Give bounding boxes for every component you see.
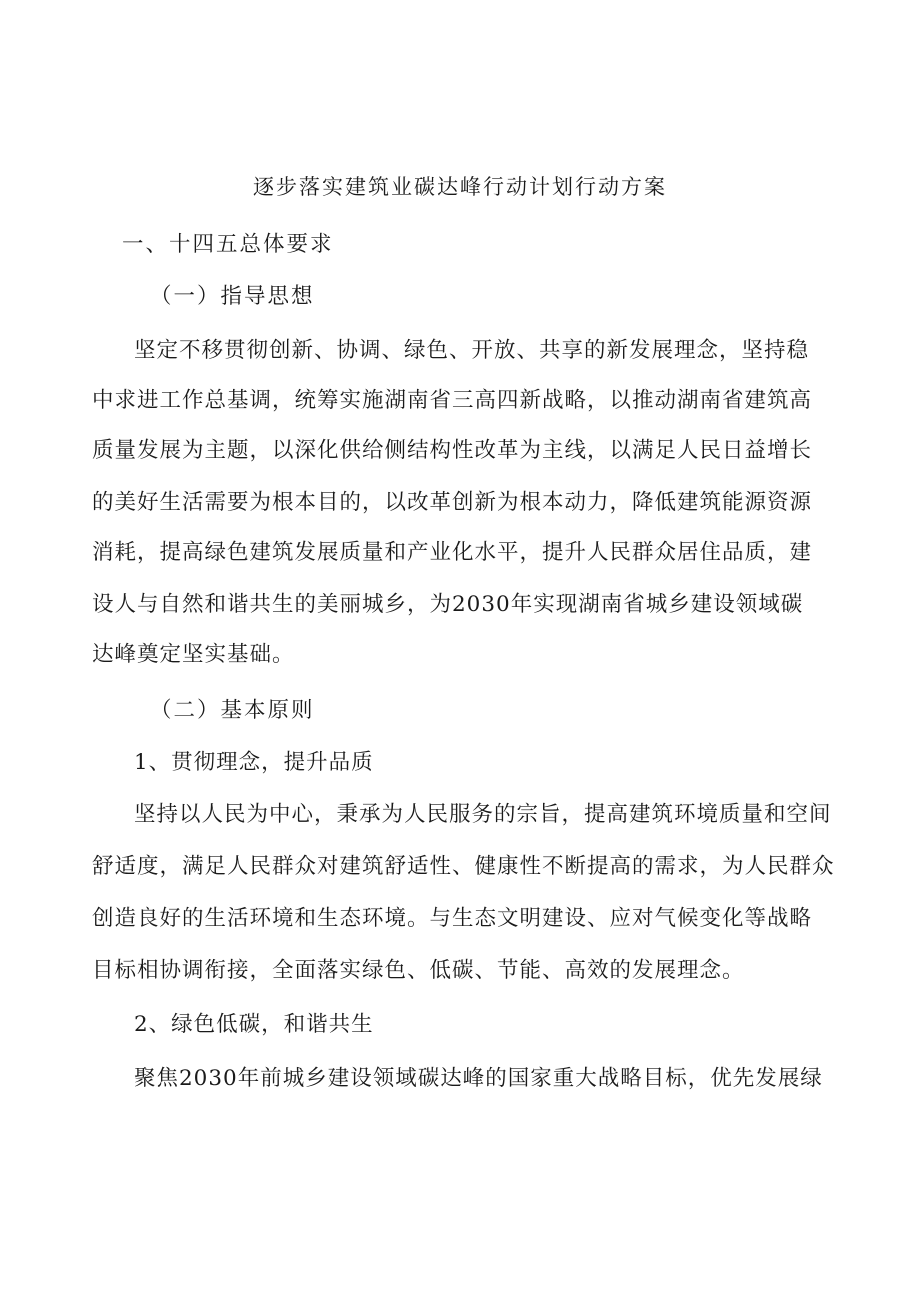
paragraph-line: 目标相协调衔接，全面落实绿色、低碳、节能、高效的发展理念。 [92,958,745,983]
paragraph-line: 达峰奠定坚实基础。 [92,642,295,667]
paragraph-line: 的美好生活需要为根本目的，以改革创新为根本动力，降低建筑能源资源 [92,490,813,515]
subsection-heading: （一）指导思想 [150,284,315,309]
principle-heading: 2、绿色低碳，和谐共生 [134,1012,374,1037]
paragraph-line: 舒适度，满足人民群众对建筑舒适性、健康性不断提高的需求，为人民群众 [92,854,835,879]
document-title: 逐步落实建筑业碳达峰行动计划行动方案 [253,175,667,199]
paragraph-line: 设人与自然和谐共生的美丽城乡，为2030年实现湖南省城乡建设领域碳 [92,592,804,617]
principle-heading: 1、贯彻理念，提升品质 [134,750,374,775]
paragraph-line: 坚持以人民为中心，秉承为人民服务的宗旨，提高建筑环境质量和空间 [134,802,832,827]
paragraph-line: 质量发展为主题，以深化供给侧结构性改革为主线，以满足人民日益增长 [92,438,813,463]
paragraph-line: 坚定不移贯彻创新、协调、绿色、开放、共享的新发展理念，坚持稳 [134,338,810,363]
paragraph-line: 聚焦2030年前城乡建设领域碳达峰的国家重大战略目标，优先发展绿 [134,1066,823,1091]
section-heading: 一、十四五总体要求 [122,232,334,257]
paragraph-line: 消耗，提高绿色建筑发展质量和产业化水平，提升人民群众居住品质，建 [92,540,813,565]
paragraph-line: 中求进工作总基调，统筹实施湖南省三高四新战略，以推动湖南省建筑高 [92,388,813,413]
subsection-heading: （二）基本原则 [150,698,315,723]
paragraph-line: 创造良好的生活环境和生态环境。与生态文明建设、应对气候变化等战略 [92,906,813,931]
